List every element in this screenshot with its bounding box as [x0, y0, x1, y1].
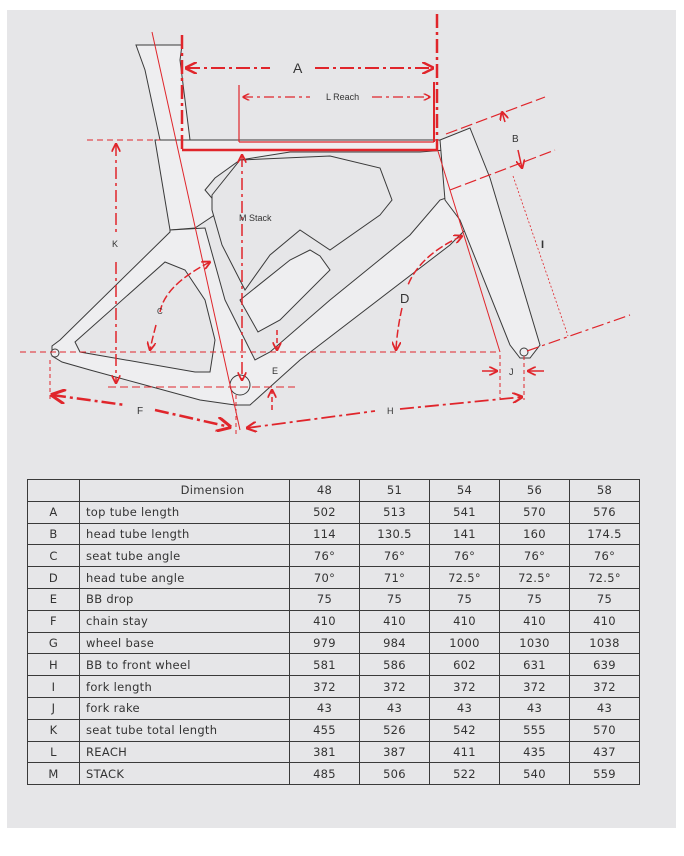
row-name: seat tube angle [80, 545, 290, 567]
label-F: F [137, 406, 144, 417]
table-row [28, 654, 640, 676]
fork [440, 128, 540, 358]
row-value: 526 [360, 719, 430, 741]
row-value: 513 [360, 501, 430, 523]
header-size: 54 [430, 480, 500, 502]
row-value: 76° [290, 545, 360, 567]
row-value: 130.5 [360, 523, 430, 545]
row-value: 522 [430, 763, 500, 785]
row-letter: F [28, 610, 80, 632]
row-value: 76° [360, 545, 430, 567]
row-name: chain stay [80, 610, 290, 632]
table-header-row [28, 480, 640, 502]
row-value: 570 [500, 501, 570, 523]
header-letter [28, 480, 80, 502]
geometry-table [27, 479, 640, 785]
row-letter: K [28, 719, 80, 741]
label-J: J [509, 367, 514, 377]
row-value: 502 [290, 501, 360, 523]
row-value: 75 [290, 588, 360, 610]
row-value: 75 [360, 588, 430, 610]
row-letter: J [28, 697, 80, 719]
row-value: 372 [360, 676, 430, 698]
row-value: 979 [290, 632, 360, 654]
row-name: head tube length [80, 523, 290, 545]
bottom-bracket [230, 375, 250, 395]
table-row [28, 719, 640, 741]
row-value: 1038 [570, 632, 640, 654]
front-dropout [520, 348, 528, 356]
row-value: 411 [430, 741, 500, 763]
row-value: 174.5 [570, 523, 640, 545]
table-row [28, 763, 640, 785]
row-value: 43 [430, 697, 500, 719]
row-value: 372 [500, 676, 570, 698]
frame-outline [51, 45, 540, 405]
row-value: 410 [430, 610, 500, 632]
row-value: 984 [360, 632, 430, 654]
label-K: K [112, 239, 119, 249]
label-B: B [512, 134, 519, 145]
row-value: 76° [570, 545, 640, 567]
row-value: 72.5° [500, 567, 570, 589]
row-value: 75 [500, 588, 570, 610]
table-row [28, 523, 640, 545]
row-value: 372 [430, 676, 500, 698]
row-name: BB to front wheel [80, 654, 290, 676]
row-value: 540 [500, 763, 570, 785]
label-reach: L Reach [326, 92, 360, 102]
row-name: seat tube total length [80, 719, 290, 741]
row-value: 43 [360, 697, 430, 719]
header-dimension: Dimension [80, 480, 290, 502]
row-value: 72.5° [430, 567, 500, 589]
row-name: top tube length [80, 501, 290, 523]
row-name: head tube angle [80, 567, 290, 589]
row-value: 570 [570, 719, 640, 741]
row-value: 75 [430, 588, 500, 610]
row-value: 43 [290, 697, 360, 719]
row-letter: M [28, 763, 80, 785]
label-C: C [157, 307, 163, 316]
row-value: 555 [500, 719, 570, 741]
table-row [28, 610, 640, 632]
header-size: 58 [570, 480, 640, 502]
label-D: D [400, 291, 410, 306]
row-name: fork length [80, 676, 290, 698]
row-value: 437 [570, 741, 640, 763]
table-row [28, 741, 640, 763]
header-size: 48 [290, 480, 360, 502]
row-value: 160 [500, 523, 570, 545]
row-value: 71° [360, 567, 430, 589]
row-value: 639 [570, 654, 640, 676]
table-row [28, 588, 640, 610]
row-value: 75 [570, 588, 640, 610]
row-value: 70° [290, 567, 360, 589]
row-value: 410 [360, 610, 430, 632]
row-value: 581 [290, 654, 360, 676]
row-letter: I [28, 676, 80, 698]
header-size: 51 [360, 480, 430, 502]
row-letter: C [28, 545, 80, 567]
row-letter: A [28, 501, 80, 523]
row-name: BB drop [80, 588, 290, 610]
table-row [28, 697, 640, 719]
header-size: 56 [500, 480, 570, 502]
row-value: 76° [430, 545, 500, 567]
row-value: 576 [570, 501, 640, 523]
row-name: REACH [80, 741, 290, 763]
row-value: 381 [290, 741, 360, 763]
row-value: 410 [570, 610, 640, 632]
row-value: 72.5° [570, 567, 640, 589]
row-name: wheel base [80, 632, 290, 654]
row-value: 602 [430, 654, 500, 676]
row-letter: E [28, 588, 80, 610]
label-H: H [387, 406, 394, 416]
row-value: 387 [360, 741, 430, 763]
row-value: 76° [500, 545, 570, 567]
row-value: 631 [500, 654, 570, 676]
row-value: 586 [360, 654, 430, 676]
label-A: A [293, 60, 303, 76]
row-value: 372 [290, 676, 360, 698]
row-value: 559 [570, 763, 640, 785]
row-value: 410 [290, 610, 360, 632]
row-value: 141 [430, 523, 500, 545]
row-letter: L [28, 741, 80, 763]
label-stack: M Stack [239, 213, 272, 223]
row-value: 542 [430, 719, 500, 741]
table-row [28, 567, 640, 589]
row-value: 435 [500, 741, 570, 763]
row-name: fork rake [80, 697, 290, 719]
label-I: I [541, 239, 545, 251]
row-letter: D [28, 567, 80, 589]
row-value: 372 [570, 676, 640, 698]
label-E: E [272, 366, 279, 376]
row-value: 410 [500, 610, 570, 632]
row-value: 1030 [500, 632, 570, 654]
table-row [28, 545, 640, 567]
row-value: 114 [290, 523, 360, 545]
row-value: 485 [290, 763, 360, 785]
row-value: 455 [290, 719, 360, 741]
table-row [28, 632, 640, 654]
table-row [28, 501, 640, 523]
row-value: 541 [430, 501, 500, 523]
row-value: 1000 [430, 632, 500, 654]
rear-dropout [51, 349, 59, 357]
row-value: 506 [360, 763, 430, 785]
row-value: 43 [500, 697, 570, 719]
row-name: STACK [80, 763, 290, 785]
row-letter: H [28, 654, 80, 676]
row-letter: B [28, 523, 80, 545]
row-value: 43 [570, 697, 640, 719]
row-letter: G [28, 632, 80, 654]
table-row [28, 676, 640, 698]
